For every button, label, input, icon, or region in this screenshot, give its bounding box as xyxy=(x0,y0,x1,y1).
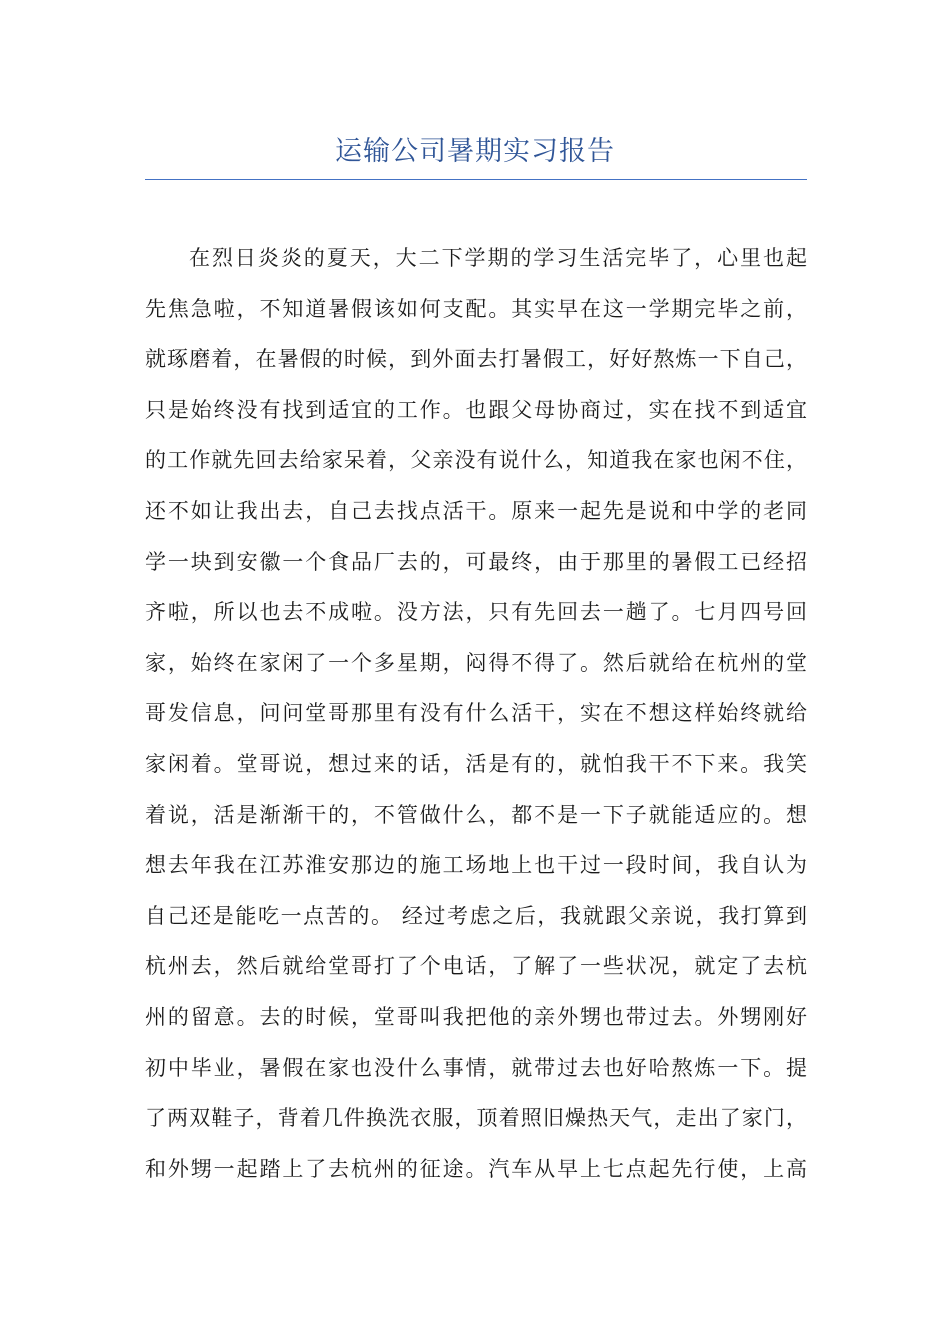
paragraph-line: 的工作就先回去给家呆着，父亲没有说什么，知道我在家也闲不住， xyxy=(145,448,807,473)
paragraph-line: 初中毕业，暑假在家也没什么事情，就带过去也好哈熬炼一下。提 xyxy=(145,1055,807,1080)
paragraph-line: 和外甥一起踏上了去杭州的征途。汽车从早上七点起先行使，上高 xyxy=(145,1156,807,1181)
paragraph-line: 只是始终没有找到适宜的工作。也跟父母协商过，实在找不到适宜 xyxy=(145,397,807,422)
paragraph-line: 着说，活是渐渐干的，不管做什么，都不是一下子就能适应的。想 xyxy=(145,802,807,827)
document-title: 运输公司暑期实习报告 xyxy=(335,136,615,167)
paragraph-line: 齐啦，所以也去不成啦。没方法，只有先回去一趟了。七月四号回 xyxy=(145,600,807,625)
paragraph-line: 杭州去，然后就给堂哥打了个电话，了解了一些状况，就定了去杭 xyxy=(145,954,807,979)
paragraph-line: 家，始终在家闲了一个多星期，闷得不得了。然后就给在杭州的堂 xyxy=(145,650,807,675)
paragraph-line: 家闲着。堂哥说，想过来的话，活是有的，就怕我干不下来。我笑 xyxy=(145,751,807,776)
paragraph-line: 还不如让我出去，自己去找点活干。原来一起先是说和中学的老同 xyxy=(145,498,807,523)
paragraph-line: 了两双鞋子，背着几件换洗衣服，顶着照旧燥热天气，走出了家门， xyxy=(145,1106,807,1131)
paragraph-line: 先焦急啦，不知道暑假该如何支配。其实早在这一学期完毕之前， xyxy=(145,296,807,321)
body-paragraph xyxy=(145,233,807,1194)
title-underline xyxy=(145,179,807,180)
paragraph-line: 学一块到安徽一个食品厂去的，可最终，由于那里的暑假工已经招 xyxy=(145,549,807,574)
paragraph-line: 哥发信息，问问堂哥那里有没有什么活干，实在不想这样始终就给 xyxy=(145,701,807,726)
paragraph-line: 自己还是能吃一点苦的。 经过考虑之后，我就跟父亲说，我打算到 xyxy=(145,903,807,928)
paragraph-line: 在烈日炎炎的夏天，大二下学期的学习生活完毕了，心里也起 xyxy=(189,246,807,270)
paragraph-line: 州的留意。去的时候，堂哥叫我把他的亲外甥也带过去。外甥刚好 xyxy=(145,1004,807,1029)
paragraph-line: 就琢磨着，在暑假的时候，到外面去打暑假工，好好熬炼一下自己， xyxy=(145,347,807,372)
paragraph-line: 想去年我在江苏淮安那边的施工场地上也干过一段时间，我自认为 xyxy=(145,853,807,878)
